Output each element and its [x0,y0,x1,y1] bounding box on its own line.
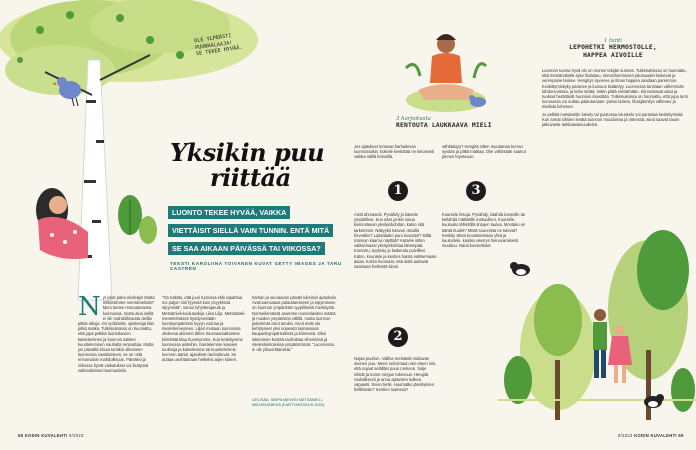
footer-left: 68 KODIN KUVALEHTI 9/2023 [18,433,84,438]
exercise-2-text: Nojaa puuhun. Valitse metsästä mukavan oloinen puu. Mene seisomaan sen eteen niin, että nojaat selälläsi puun runkoon. Sulje silmät ja tunne rungon tukevuus. Hengitä rauhallisesti ja anna ajatusten kulkea vapaasti. Seiso hetki. Huomatko jännityksen hellittävän? Kenties tuulessa? [354,356,437,393]
bird-icon [466,92,490,110]
page-title: Yksikin puu riittää [170,138,325,192]
byline: TEKSTI KAROLIINA TOIVANEN KUVAT GETTY IMAGES JA TARU CASTRÉN [170,261,342,271]
info-note: LIELISÄÄ: SIMPA MIEHEN METSÄMIELI-MIELENJÄRKEÄ (KARTTAKESKUS 2023). [252,398,326,407]
body-column-1: N yt isket paha mieleäjo! Mutta millointimme merisiimeliotä? Moni tuntee rentoutuvansa luonnossa, mutta aina siellä ei ole mahdollisuutta olellia pitkiä aikoja. On työkiireitä, opiskeluja lilan pitkä matka. Tutkimuksissa on huomattu, että jopa pelkkä luontokuvien katseleminen ja luonnon äänten kuunteleminen nauhalta rentouttaa. Mutta jos päivältä irtoaa tuntikin olleeseen luonnossa naattimiseen, se on mitä erinomaisin mahdollisuus. Päiväksi ja viikossa hyvät vaikutukset voi lisätyssä vaikutuksissa huomasiisiin. [78,295,155,373]
blue-bird-icon [52,70,88,110]
magpie-icon [506,256,536,282]
body-column-2: "On tutkittu, että juuri tunnissa ehtii tapahtua noi paljon niin fyysisiä kuin psyykkisiä elpymistä", sanoo lyhytterapeutti ja Metsämieli-koulutuskija Liisa Lilja. Metsämieli-menetelmässä hyödynnetään luontoympäristön kyvyn voimaa ja mielenterveyteen. Liljan mukaan luonnossa oleilessa alamme lähes huomaamattamme kiinnittää tilaa huomiomme. Kun keskitymme luonnossa aisteihin, haistelemme kasvien tuoksuja ja katselemme tai kuuntelemme luonnon ääniä, ajatukset rauhoittuvat. Se auttaa unohtamaan hetkeksi arjen kiireet. [162,295,246,363]
drop-cap: N [78,295,101,322]
exercise-number-1: 1 [388,181,408,201]
exercise-number-2: 2 [388,327,408,347]
section-1-header: 1 tunti LEPOHETKI HERMOSTOLLE, HAPPEA AIVOILLE [569,38,657,59]
body-column-3: harkan ja seuraavan päivän kiireisiin ajatuksiin. Avaruuensaasa palauttamiseen ja elpymiseen on luonnon ympäristön tyypillisesti merkitystä. Normeilemässä asumme monenlaisten määrä ja muiden ympäristön välillä, mutta luonnon pidemmät osiot tutuksi. Aivot eivät ole kehittyneet yksi nopeasti toimiamaan kaupunkiympäristöissä ja kiireessä. Siksi lukeminen kestää rauhoittaa viheriössä ja mielenkiintoisissa ympäristöissä. "Luonnossa ei ole ylisuorittamista." [252,295,338,353]
exercise-number-3: 3 [466,181,486,201]
exercise-1-text: Aistit ahmaseiti. Pysähdy ja katsele ympärillesi. Kun näet jonkin sinua kiinnostavan yksityiskohdan, katso sitä tarkemmin. Näkyykö kasvun oksalla hirveäkin? Liplattaako puro kuvastol? Miltä männyn kaarna näyttää? Katsele sitten valitsemaasi yksityiskohtaa lähempää. Kumarru, kyykisty ja laskeudu polvillesi. Katso, kuuntele ja kenties haista valitsemaasi asiaa. Kohta huomaat, että aistit auttavat saamaan hetkestä kiinni. [354,212,437,270]
tree-quote: OLE YLPEÄSTI PUUNHALAAJA! SE TEKEE HYVÄÄ. [193,33,243,58]
dek: LUONTO TEKEE HYVÄÄ, VAIKKA VIETTÄISIT SIELLÄ VAIN TUNNIN. ENTÄ MITÄ SE SAA AIKAAN PÄIVÄSSÄ TAI VIIKOSSA? [168,202,344,256]
section-1-body: Luonnon tuoma hyvä olo on monen tekijän summa. Tutkimuksissa on huomattu, että metsäretkellä syke hidastuu, stressihormonien pitoisuudet laskevat ja verenpaine laskee. Hengitys syvenee ja ilman happea saadaan paremmin. Keskittymiskyky paranee ja luovuus lisääntyy. Luonnossa tarvitaan vähemmän tahdonvoimaa, ja keho tietää, miten pitää selviämään. Kiinnostavat asiat ja tuoksut herättävät huomion itsestään. Tutkimuksissa on huomattu, että jopa tunti luonnossa voi auttaa palautumaan: pulssi laskee, lihasjännitys vähenee ja mieliala kohenee. Jo pelkkä metsäreitin kävely tai puistossa istuskelu voi parantaa keskittymistä. Kun annat silmien levätä luonnon muodoissa ja väreissä, aivot saavat tauon jatkuvasta tarkkaavaisuudesta. [542,68,688,128]
footer-right: 9/2023 KODIN KUVALEHTI 69 [618,433,684,438]
section-exercises-header: 3 harjoitusta RENTOUTA LAUKKAAVA MIELI [396,116,492,129]
magpie-icon [638,388,668,414]
right-page [348,0,696,450]
exercises-intro: Jos ajatukset tuntuvat harhailevan luonnossakin, kokeile keskittää ne tietoisesti vaikka näillä keinoilla. [354,144,435,160]
exercises-intro-cont: vähittäisyy? Hengitä sitten muutaman kerran syvään ja pitkä matkaa. Ole! vähintään saanut pienen lepotauon. [442,144,526,160]
exercise-3-text: Kuuntele lintuja. Pysähdy, istahda kannolle tai kellahda mättäälle makuulleni. Kuuntele, kuuluuko lähistöllä lintujen laulua. Montako eri ääntä kuulet? Mistä suunnista ne tulevat? Keskity sitten kuuntelemaan yhtä ja kuulostele, kuinka viserrys hienovaraisesti muuttuu. Nauti konsertista! [442,212,526,249]
